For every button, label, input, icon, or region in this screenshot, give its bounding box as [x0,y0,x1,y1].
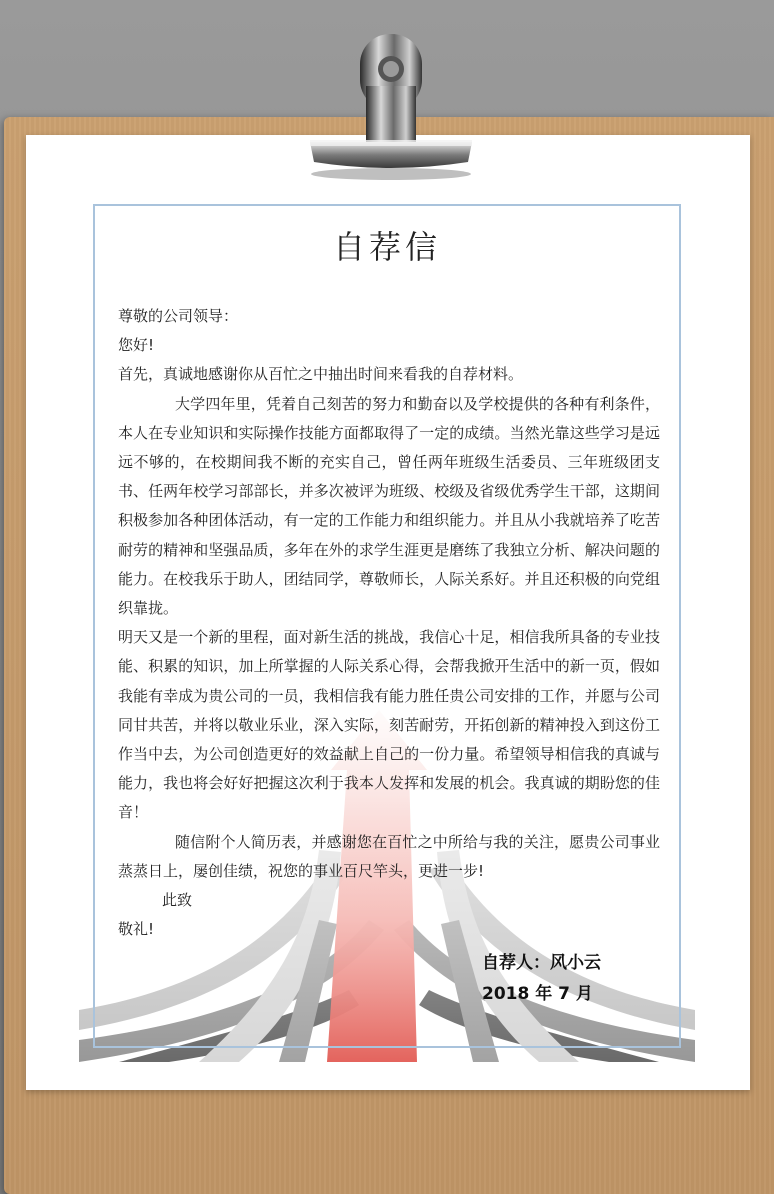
signature: 自荐人：风小云 [482,953,601,973]
intro-paragraph: 首先，真诚地感谢你从百忙之中抽出时间来看我的自荐材料。 [118,365,524,384]
binder-clip-icon [296,24,486,180]
letter-title: 自荐信 [332,228,441,266]
letter-body [118,302,660,944]
closing-2: 敬礼! [118,920,155,939]
closing-1: 此致 [162,891,193,910]
paragraph-3: 随信附个人简历表，并感谢您在百忙之中所给与我的关注，愿贵公司事业蒸蒸日上，屡创佳绩，祝您的事业百尺竿头，更进一步! [118,832,660,880]
signature-block [482,948,601,1010]
greeting: 您好! [118,336,155,355]
paragraph-1: 大学四年里，凭着自己刻苦的努力和勤奋以及学校提供的各种有利条件，本人在专业知识和实际操作技能方面都取得了一定的成绩。当然光靠这些学习是远远不够的，在校期间我不断的充实自己，曾任两年班级生活委员、三年班级团支书、任两年校学习部部长，并多次被评为班级、校级及省级优秀学生干部，这期间积极参加各种团体活动，有一定的工作能力和组织能力。并且从小我就培养了吃苦耐劳的精神和坚强品质，多年在外的求学生涯更是磨练了我独立分析、解决问题的能力。在校我乐于助人，团结同学，尊敬师长，人际关系好。并且还积极的向党组织靠拢。 [118,394,660,618]
date: 2018 年 7 月 [482,984,593,1004]
paragraph-2: 明天又是一个新的里程，面对新生活的挑战，我信心十足，相信我所具备的专业技能、积累的知识，加上所掌握的人际关系心得，会帮我掀开生活中的新一页，假如我能有幸成为贵公司的一员，我相信我有能力胜任贵公司安排的工作，并愿与公司同甘共苦，并将以敬业乐业，深入实际，刻苦耐劳，开拓创新的精神投入到这份工作当中去，为公司创造更好的效益献上自己的一份力量。希望领导相信我的真诚与能力，我也将会好好把握这次利于我本人发挥和发展的机会。我真诚的期盼您的佳音！ [118,628,660,822]
salutation: 尊敬的公司领导： [118,307,239,325]
